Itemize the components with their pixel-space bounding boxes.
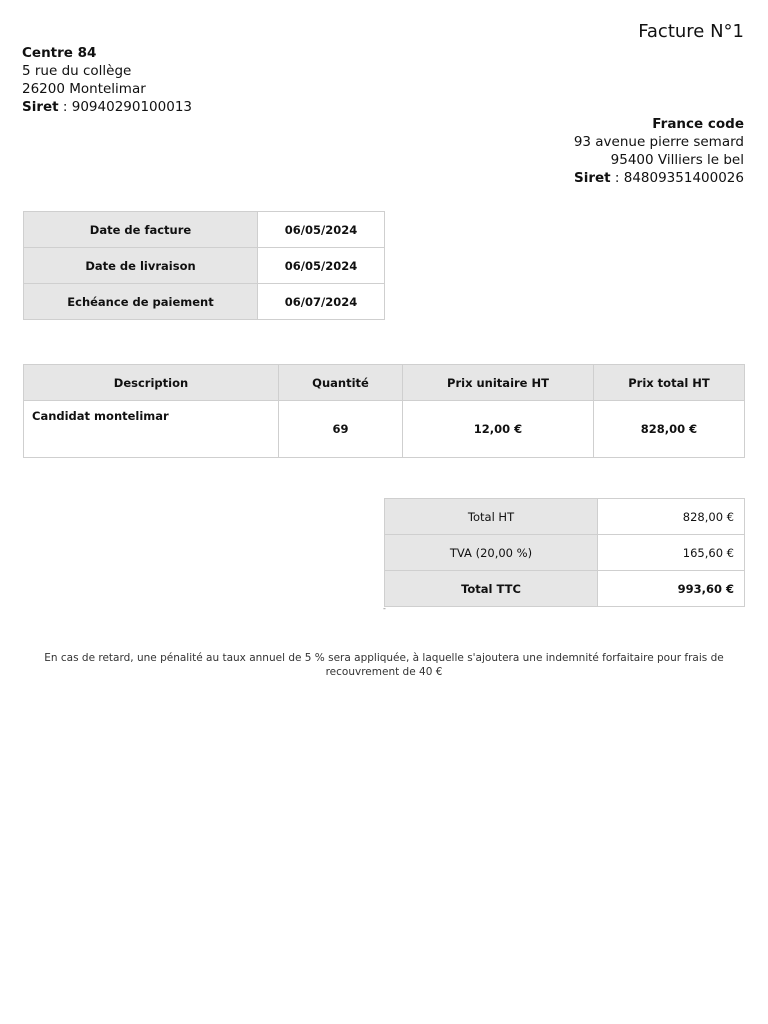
seller-siret-value: : 90940290100013 (58, 99, 193, 115)
total-ht-label: Total HT (385, 499, 598, 535)
table-header-row (24, 365, 745, 401)
invoice-title: Facture N°1 (638, 21, 744, 42)
buyer-name: France code (652, 116, 744, 132)
seller-siret (22, 98, 192, 116)
table-row (24, 212, 385, 248)
table-row (385, 499, 745, 535)
invoice-date-label: Date de facture (24, 212, 258, 248)
seller-city: 26200 Montelimar (22, 81, 146, 97)
column-header-description: Description (24, 365, 279, 401)
table-row (385, 535, 745, 571)
column-header-total: Prix total HT (594, 365, 745, 401)
total-ht-value: 828,00 € (598, 499, 745, 535)
column-header-quantity: Quantité (279, 365, 403, 401)
delivery-date-label: Date de livraison (24, 248, 258, 284)
tva-value: 165,60 € (598, 535, 745, 571)
item-description: Candidat montelimar (24, 401, 279, 458)
buyer-siret-label: Siret (573, 170, 611, 186)
buyer-siret (574, 169, 744, 187)
invoice-date-value: 06/05/2024 (258, 212, 385, 248)
buyer-siret-value: : 84809351400026 (610, 170, 744, 186)
item-unit-price: 12,00 € (403, 401, 594, 458)
table-row (24, 284, 385, 320)
tva-label: TVA (20,00 %) (385, 535, 598, 571)
table-row (385, 571, 745, 607)
totals-table (384, 498, 745, 607)
due-date-value: 06/07/2024 (258, 284, 385, 320)
total-ttc-label: Total TTC (385, 571, 598, 607)
late-payment-note: En cas de retard, une pénalité au taux annuel de 5 % sera appliquée, à laquelle s'ajoutera une indemnité forfaitaire pour frais de recouvrement de 40 € (44, 651, 724, 678)
item-quantity: 69 (279, 401, 403, 458)
due-date-label: Echéance de paiement (24, 284, 258, 320)
seller-street: 5 rue du collège (22, 63, 132, 79)
buyer-street: 93 avenue pierre semard (573, 134, 744, 150)
line-items-table (23, 364, 745, 458)
seller-siret-label: Siret (22, 99, 59, 115)
table-row (24, 401, 745, 458)
seller-name: Centre 84 (22, 45, 97, 61)
buyer-city: 95400 Villiers le bel (610, 152, 744, 168)
column-header-unit-price: Prix unitaire HT (403, 365, 594, 401)
invoice-dates-table (23, 211, 385, 320)
separator-mark: - (383, 604, 386, 613)
buyer-address-block (574, 115, 744, 187)
delivery-date-value: 06/05/2024 (258, 248, 385, 284)
item-total: 828,00 € (594, 401, 745, 458)
table-row (24, 248, 385, 284)
seller-address-block (22, 44, 192, 116)
total-ttc-value: 993,60 € (598, 571, 745, 607)
